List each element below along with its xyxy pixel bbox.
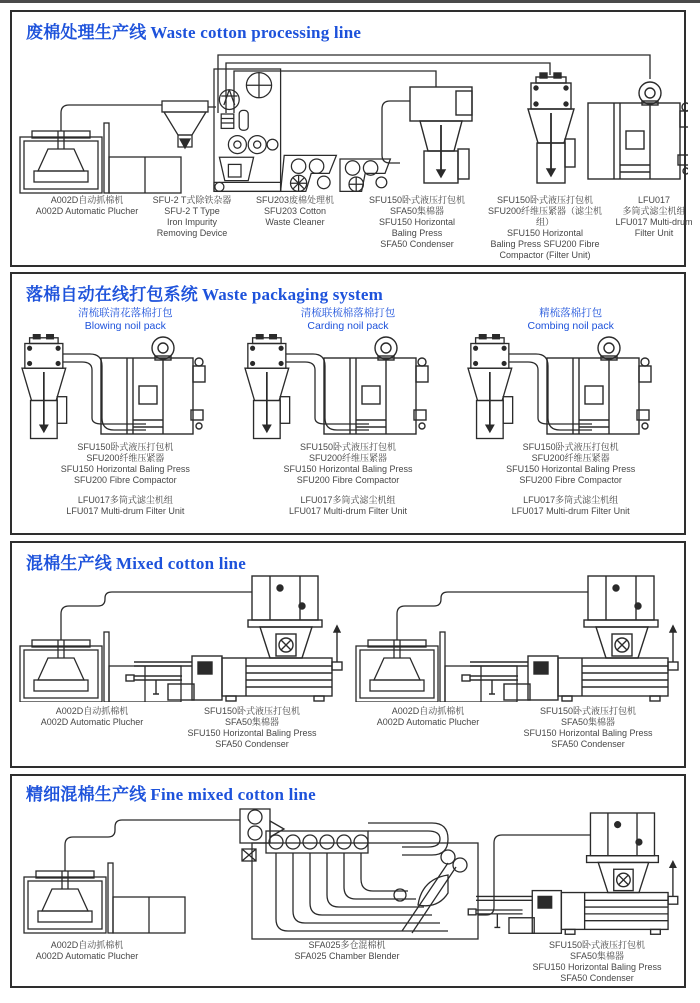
machine-label: A002D自动抓棉机 A002D Automatic Plucher: [35, 940, 139, 961]
filter-unit-drawing: [547, 337, 651, 434]
column-blowing-noil: [14, 305, 237, 517]
machine-label: SFU150卧式液压打包机 SFA50集棉器 SFU150 Horizontal Baling Press SFA50 Condenser: [523, 706, 653, 749]
machine-label: SFU150卧式液压打包机 SFA50集棉器 SFU150 Horizontal Baling Press SFA50 Condenser: [368, 195, 466, 249]
section-4-labels: [12, 940, 684, 992]
plucker-drawing: [24, 863, 185, 933]
mixed-cotton-halves: [12, 574, 684, 749]
section-3-title-zh: 混棉生产线: [26, 554, 112, 573]
section-4-title-en: Fine mixed cotton line: [150, 785, 316, 804]
horizontal-baler-drawing: [468, 813, 678, 934]
filter-unit-drawing: [324, 337, 428, 434]
pipe-line: [397, 592, 588, 640]
plucker-drawing: [356, 632, 517, 702]
machine-label: LFU017多筒式滤尘机组 LFU017 Multi-drum Filter Unit: [66, 495, 185, 516]
section-1-title-zh: 废棉处理生产线: [26, 23, 147, 42]
section-3-title-en: Mixed cotton line: [116, 554, 246, 573]
section-1-title: [26, 18, 684, 43]
carding-noil-diagram: [239, 334, 457, 442]
machine-label: SFA025多仓混棉机 SFA025 Chamber Blender: [294, 940, 400, 961]
pipe-line: [234, 71, 436, 113]
fine-mixed-diagram: [12, 805, 684, 940]
pipe-line: [478, 835, 590, 915]
waste-cleaner-drawing: [214, 69, 390, 191]
column-carding-noil: [237, 305, 460, 517]
section-waste-packaging: [10, 272, 686, 535]
column-combing-noil: [459, 305, 682, 517]
baling-press-drawing: [22, 334, 67, 439]
machine-label: A002D自动抓棉机 A002D Automatic Plucher: [35, 195, 139, 216]
section-1-title-en: Waste cotton processing line: [150, 23, 362, 42]
blowing-noil-diagram: [16, 334, 234, 442]
machine-label: SFU-2 T式除铁杂器 SFU-2 T Type Iron Impurity Removing Device: [152, 195, 232, 238]
section-3-title: [26, 549, 684, 574]
mixed-line-left: [12, 574, 348, 749]
pipe-line: [61, 105, 162, 131]
mixed-line-diagram: [12, 574, 344, 702]
column-subtitle: 清梳联清花落棉打包 Blowing noil pack: [78, 307, 173, 332]
machine-label: LFU017多筒式滤尘机组 LFU017 Multi-drum Filter Unit: [288, 495, 408, 516]
section-fine-mixed: [10, 774, 686, 988]
plucker-drawing: [20, 632, 181, 702]
machine-label: SFU150卧式液压打包机 SFA50集棉器 SFU150 Horizontal Baling Press SFA50 Condenser: [187, 706, 317, 749]
filter-unit-drawing: [101, 337, 205, 434]
mixed-line-diagram: [348, 574, 680, 702]
chamber-blender-drawing: [240, 809, 478, 939]
waste-processing-diagram: [12, 43, 684, 195]
mixed-line-right: [348, 574, 684, 749]
machine-label: A002D自动抓棉机 A002D Automatic Plucher: [40, 706, 144, 727]
baling-press-drawing: [468, 334, 513, 439]
machine-label: SFU150卧式液压打包机 SFU200纤维压紧器 SFU150 Horizontal Baling Press SFU200 Fibre Compactor: [506, 442, 636, 485]
pipe-line: [218, 55, 650, 113]
machine-label: SFU203废棉处理机 SFU203 Cotton Waste Cleaner: [255, 195, 335, 227]
column-subtitle: 精梳落棉打包 Combing noil pack: [527, 307, 614, 332]
packaging-columns: [12, 305, 684, 517]
baling-press-compactor-drawing: [528, 73, 575, 183]
section-4-title-zh: 精细混棉生产线: [26, 785, 147, 804]
machine-label: SFU150卧式液压打包机 SFU200纤维压紧器 SFU150 Horizontal Baling Press SFU200 Fibre Compactor: [60, 442, 190, 485]
section-2-title-en: Waste packaging system: [202, 285, 384, 304]
machine-label: A002D自动抓棉机 A002D Automatic Plucher: [376, 706, 480, 727]
plucker-drawing: [20, 123, 181, 193]
combing-noil-diagram: [462, 334, 680, 442]
section-2-title-zh: 落棉自动在线打包系统: [26, 285, 198, 304]
section-waste-processing: [10, 10, 693, 267]
section-4-title: [26, 780, 684, 805]
horizontal-baler-drawing: [126, 576, 342, 701]
machine-label: SFU150卧式液压打包机 SFU200纤维压紧器（滤尘机组） SFU150 Horizontal Baling Press SFU200 Fibre Compactor (Filter Unit): [487, 195, 603, 260]
baling-press-drawing: [245, 334, 290, 439]
horizontal-baler-drawing: [462, 576, 678, 701]
scan-edge-strip: [0, 0, 700, 3]
filter-unit-drawing: [588, 82, 688, 179]
section-1-labels: [12, 195, 693, 260]
baling-press-condenser-drawing: [410, 87, 472, 183]
machine-label: SFU150卧式液压打包机 SFU200纤维压紧器 SFU150 Horizontal Baling Press SFU200 Fibre Compactor: [283, 442, 413, 485]
pipe-line: [382, 101, 410, 163]
machine-label: SFU150卧式液压打包机 SFA50集棉器 SFU150 Horizontal Baling Press SFA50 Condenser: [532, 940, 662, 983]
iron-remover-funnel-drawing: [162, 101, 208, 148]
machine-label: LFU017多筒式滤尘机组 LFU017 Multi-drum Filter Unit: [511, 495, 630, 516]
section-mixed-cotton: [10, 541, 686, 768]
column-subtitle: 清梳联梳棉落棉打包 Carding noil pack: [300, 307, 396, 332]
machine-label: LFU017 多筒式滤尘机组 LFU017 Multi-drum Filter Unit: [615, 195, 693, 238]
section-2-title: [26, 280, 684, 305]
pipe-line: [65, 820, 240, 871]
pipe-line: [61, 592, 252, 640]
